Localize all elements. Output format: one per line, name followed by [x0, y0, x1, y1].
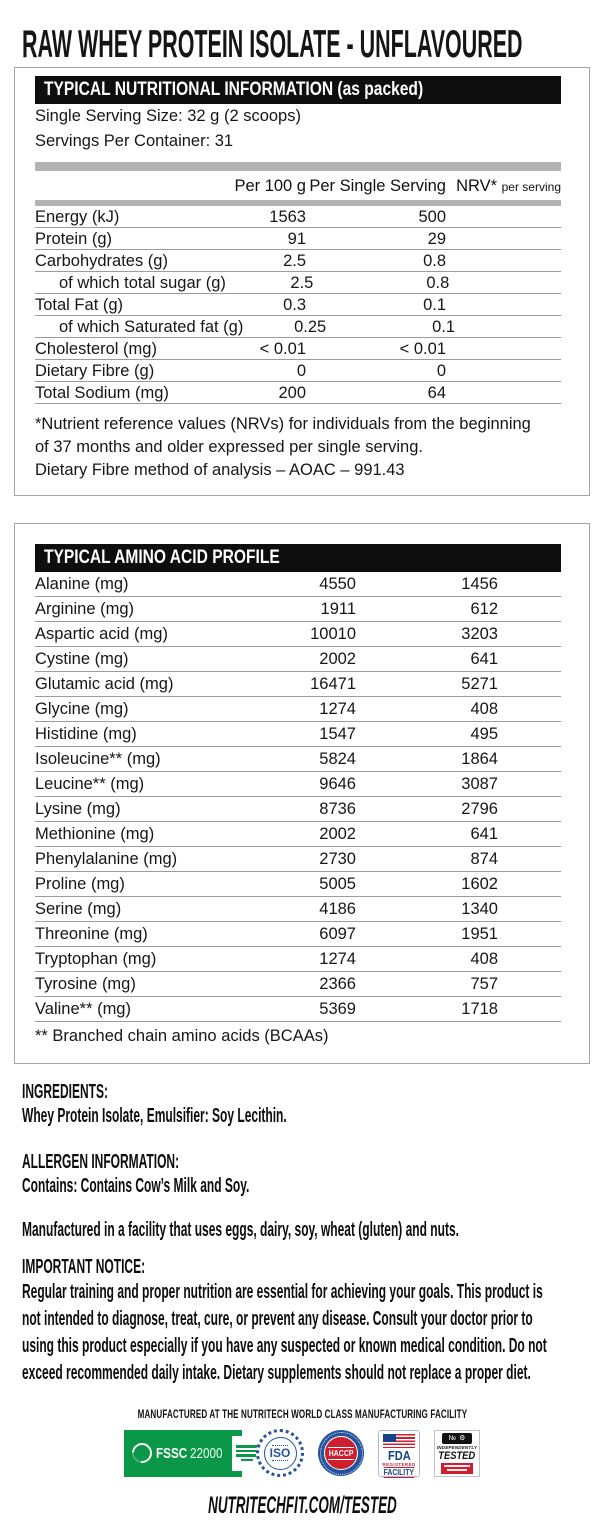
row-value-per-serving: 1718: [461, 1000, 498, 1018]
table-row: [35, 947, 561, 972]
row-label: Protein (g): [35, 230, 113, 248]
row-value-per-100g: < 0.01: [259, 340, 306, 358]
fssc-22000-badge: [124, 1430, 242, 1477]
amino-header-text: TYPICAL AMINO ACID PROFILE: [44, 547, 280, 568]
row-value-per-100g: 6097: [319, 925, 356, 943]
row-value-per-100g: 0.3: [283, 296, 306, 314]
us-flag-icon: [383, 1434, 415, 1448]
row-value-per-serving: 612: [470, 600, 498, 618]
row-label: Cystine (mg): [35, 650, 129, 668]
notice-line: not intended to diagnose, treat, cure, or prevent any disease. Consult your doctor prior to: [22, 1308, 533, 1330]
row-label: of which total sugar (g): [59, 274, 226, 292]
allergen-title: ALLERGEN INFORMATION:: [22, 1151, 180, 1173]
nutrition-header-text: TYPICAL NUTRITIONAL INFORMATION (as packed): [44, 79, 424, 100]
footnote-line: of 37 months and older expressed per single serving.: [35, 438, 423, 456]
row-label: Glutamic acid (mg): [35, 675, 174, 693]
row-label: Tryptophan (mg): [35, 950, 157, 968]
row-value-per-serving: 0: [436, 362, 446, 380]
table-row: [35, 722, 561, 747]
row-value-per-100g: 2366: [319, 975, 356, 993]
row-label: Alanine (mg): [35, 575, 129, 593]
row-label: Glycine (mg): [35, 700, 129, 718]
table-row: [35, 897, 561, 922]
tested-text: TESTED: [438, 1449, 476, 1462]
row-value-per-serving: 1951: [461, 925, 498, 943]
notice-line: using this product especially if you have any suspected or known medical condition. Do not: [22, 1335, 547, 1357]
row-label: Leucine** (mg): [35, 775, 145, 793]
row-value-per-100g: 4550: [319, 575, 356, 593]
col-per-100g: Per 100 g: [234, 177, 306, 195]
row-value-per-100g: 2002: [319, 825, 356, 843]
gear-icon: ⚙: [459, 1434, 466, 1442]
row-label: Aspartic acid (mg): [35, 625, 168, 643]
info-sections: [22, 1080, 604, 1387]
row-value-per-100g: 0.25: [294, 318, 327, 336]
nrv-footnote: [35, 413, 561, 482]
fda-registered-text: REGISTERED: [382, 1461, 416, 1467]
row-value-per-100g: 1911: [320, 600, 356, 618]
number-sign-icon: №: [448, 1434, 457, 1442]
fssc-number: 22000: [190, 1444, 223, 1462]
row-value-per-100g: 5824: [319, 750, 356, 768]
haccp-seal-badge: [318, 1430, 364, 1476]
row-label: Histidine (mg): [35, 725, 137, 743]
row-label: Phenylalanine (mg): [35, 850, 178, 868]
row-value-per-100g: 2.5: [283, 252, 306, 270]
row-value-per-serving: 64: [427, 384, 446, 402]
row-value-per-100g: 1563: [269, 208, 306, 226]
table-row: [35, 597, 561, 622]
row-value-per-serving: 0.1: [432, 318, 456, 336]
table-row: [35, 697, 561, 722]
row-value-per-serving: 29: [427, 230, 446, 248]
row-value-per-100g: 1274: [319, 950, 356, 968]
row-label: Serine (mg): [35, 900, 122, 918]
table-row: [35, 847, 561, 872]
ingredients-title: INGREDIENTS:: [22, 1081, 109, 1103]
table-row: [35, 922, 561, 947]
row-value-per-serving: 1864: [461, 750, 498, 768]
table-row: [35, 382, 561, 404]
table-row: [35, 797, 561, 822]
table-row: [35, 822, 561, 847]
row-value-per-100g: 5369: [319, 1000, 356, 1018]
table-row: [35, 360, 561, 382]
row-value-per-serving: 500: [418, 208, 446, 226]
ingredients-body: Whey Protein Isolate, Emulsifier: Soy Lecithin.: [22, 1105, 287, 1127]
row-label: Total Sodium (mg): [35, 384, 169, 402]
table-row: [35, 272, 561, 294]
manufactured-heading: MANUFACTURED AT THE NUTRITECH WORLD CLASS MANUFACTURING FACILITY: [137, 1409, 467, 1421]
row-value-per-serving: 874: [470, 850, 498, 868]
row-value-per-100g: 5005: [319, 875, 356, 893]
row-label: Methionine (mg): [35, 825, 155, 843]
row-value-per-serving: 3087: [461, 775, 498, 793]
divider-bar: [35, 162, 561, 171]
row-label: Cholesterol (mg): [35, 340, 157, 358]
row-value-per-100g: 1274: [319, 700, 356, 718]
row-value-per-100g: 4186: [319, 900, 356, 918]
row-label: Dietary Fibre (g): [35, 362, 155, 380]
row-value-per-100g: 2730: [319, 850, 356, 868]
table-row: [35, 747, 561, 772]
row-value-per-100g: 1547: [319, 725, 356, 743]
table-row: [35, 338, 561, 360]
row-value-per-100g: 0: [296, 362, 306, 380]
col-per-single-serving: Per Single Serving: [309, 177, 446, 195]
banned-substance-band: [441, 1463, 473, 1474]
independently-text: INDEPENDENTLY: [436, 1444, 478, 1450]
row-value-per-serving: 408: [470, 700, 498, 718]
row-value-per-serving: 2796: [461, 800, 498, 818]
fda-registered-facility-badge: [378, 1430, 420, 1477]
row-value-per-serving: 1602: [461, 875, 498, 893]
col-nrv-note: per serving: [501, 180, 561, 194]
haccp-label: HACCP: [328, 1447, 354, 1458]
page-title: [22, 25, 604, 67]
row-value-per-100g: 2.5: [290, 274, 314, 292]
table-row: [35, 316, 561, 338]
row-value-per-100g: 2002: [319, 650, 356, 668]
row-label: Isoleucine** (mg): [35, 750, 161, 768]
row-value-per-100g: 9646: [319, 775, 356, 793]
nutrition-table: [35, 206, 561, 404]
table-row: [35, 228, 561, 250]
row-value-per-serving: 408: [470, 950, 498, 968]
fssc-name: FSSC: [156, 1444, 188, 1462]
table-row: [35, 772, 561, 797]
row-value-per-serving: 0.8: [426, 274, 450, 292]
row-value-per-serving: 1340: [461, 900, 498, 918]
notice-line: exceed recommended daily intake. Dietary supplements should not replace a proper diet.: [22, 1362, 531, 1384]
table-row: [35, 206, 561, 228]
col-nrv: NRV* per serving: [456, 177, 561, 195]
table-row: [35, 294, 561, 316]
table-row: [35, 250, 561, 272]
servings-per-container-line: Servings Per Container: 31: [35, 132, 234, 150]
row-label: of which Saturated fat (g): [59, 318, 244, 336]
serving-size-line: Single Serving Size: 32 g (2 scoops): [35, 107, 301, 125]
row-value-per-100g: 8736: [319, 800, 356, 818]
table-row: [35, 997, 561, 1022]
iso-seal-badge: [256, 1429, 304, 1477]
notice-title: IMPORTANT NOTICE:: [22, 1256, 146, 1278]
table-row: [35, 872, 561, 897]
row-value-per-100g: 91: [287, 230, 306, 248]
amino-acid-table: [35, 572, 561, 1022]
certification-badges: [0, 1427, 604, 1479]
row-value-per-serving: 641: [470, 825, 498, 843]
row-value-per-100g: 10010: [310, 625, 356, 643]
row-value-per-serving: 757: [470, 975, 498, 993]
row-value-per-serving: 1456: [461, 575, 498, 593]
footnote-line: Dietary Fibre method of analysis – AOAC – 991.43: [35, 461, 405, 479]
footnote-line: *Nutrient reference values (NRVs) for individuals from the beginning: [35, 415, 531, 433]
row-value-per-100g: 16471: [310, 675, 356, 693]
table-row: [35, 622, 561, 647]
row-value-per-serving: 0.1: [423, 296, 446, 314]
row-label: Tyrosine (mg): [35, 975, 136, 993]
footer-url: NUTRITECHFIT.COM/TESTED: [207, 1492, 397, 1519]
row-value-per-serving: < 0.01: [399, 340, 446, 358]
row-label: Total Fat (g): [35, 296, 124, 314]
iso-label: ISO: [269, 1446, 291, 1460]
row-label: Arginine (mg): [35, 600, 135, 618]
fda-facility-text: FACILITY: [383, 1467, 415, 1477]
table-row: [35, 572, 561, 597]
row-label: Proline (mg): [35, 875, 125, 893]
amino-header-bar: [35, 544, 561, 572]
row-label: Carbohydrates (g): [35, 252, 168, 270]
table-row: [35, 647, 561, 672]
independently-tested-badge: [434, 1430, 480, 1477]
row-value-per-100g: 200: [278, 384, 306, 402]
fda-label: FDA: [387, 1447, 411, 1463]
row-label: Valine** (mg): [35, 1000, 131, 1018]
row-label: Lysine (mg): [35, 800, 121, 818]
bcaa-footnote: ** Branched chain amino acids (BCAAs): [35, 1027, 329, 1045]
amino-acid-panel: [14, 523, 590, 1064]
footer: [0, 1405, 604, 1520]
page-title-text: RAW WHEY PROTEIN ISOLATE - UNFLAVOURED: [22, 23, 523, 66]
row-value-per-serving: 5271: [461, 675, 498, 693]
table-row: [35, 972, 561, 997]
nutrition-header-bar: [35, 76, 561, 104]
row-value-per-serving: 3203: [461, 625, 498, 643]
row-label: Energy (kJ): [35, 208, 120, 226]
notice-line: Regular training and proper nutrition are essential for achieving your goals. This product is: [22, 1281, 543, 1303]
row-label: Threonine (mg): [35, 925, 148, 943]
fssc-swirl-icon: [128, 1439, 156, 1467]
row-value-per-serving: 495: [470, 725, 498, 743]
row-value-per-serving: 0.8: [423, 252, 446, 270]
row-value-per-serving: 641: [470, 650, 498, 668]
allergen-body: Contains: Contains Cow’s Milk and Soy.: [22, 1175, 250, 1197]
nutrition-panel: [14, 67, 590, 496]
nutrition-column-headers: [35, 171, 561, 200]
facility-note: Manufactured in a facility that uses eggs, dairy, soy, wheat (gluten) and nuts.: [22, 1219, 459, 1241]
table-row: [35, 672, 561, 697]
